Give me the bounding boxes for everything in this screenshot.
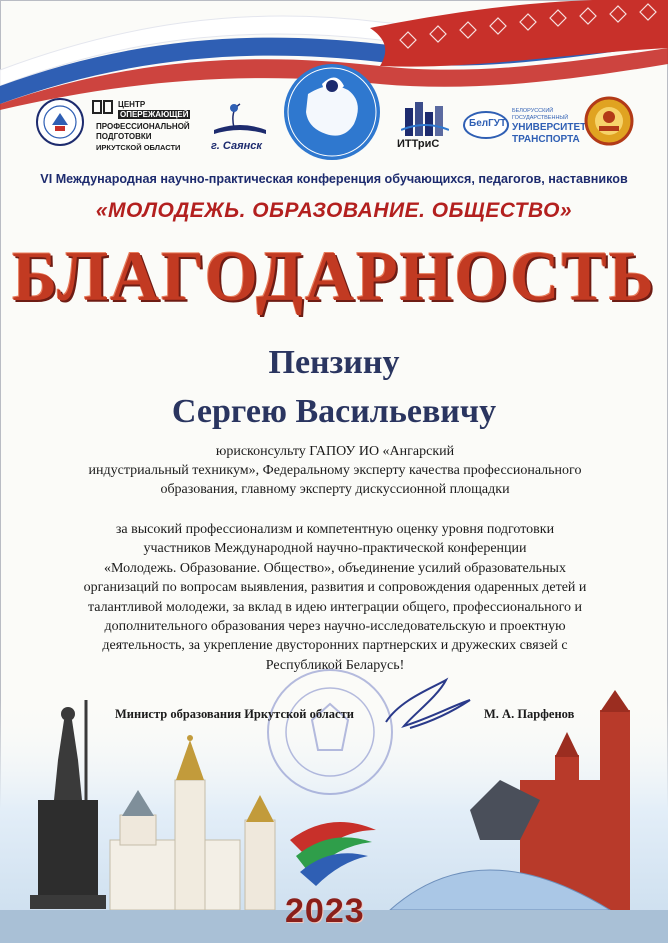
- ittris-logo: [395, 100, 455, 156]
- reason-line: талантливой молодежи, за вклад в идею интеграции общего, профессионального и: [87, 599, 583, 615]
- reason-line: участников Международной научно-практической конференции: [143, 541, 527, 557]
- gratitude-reason: [70, 520, 600, 675]
- certificate-title: БЛАГОДАРНОСТЬ: [12, 236, 656, 316]
- copp-line-5: ИРКУТСКОЙ ОБЛАСТИ: [96, 143, 181, 152]
- role-line: образования, главному эксперту дискуссионной площадки: [160, 482, 510, 497]
- event-year: 2023: [285, 892, 365, 930]
- copp-line-3: ПРОФЕССИОНАЛЬНОЙ: [96, 122, 190, 131]
- univ-line-2: ГОСУДАРСТВЕННЫЙ: [512, 115, 569, 121]
- open-book-icon: [210, 100, 270, 138]
- reason-line: Республикой Беларусь!: [265, 657, 405, 673]
- copp-line-4: ПОДГОТОВКИ: [96, 132, 152, 141]
- college-seal-icon: [35, 97, 85, 147]
- reason-line: деятельность, за укрепление двусторонних партнерских и дружеских связей с: [102, 638, 568, 654]
- conference-line: VI Международная научно-практическая конференция обучающихся, педагогов, наставников: [40, 172, 628, 186]
- ittris-label: ИТТриС: [397, 138, 440, 150]
- copp-logo: [92, 100, 197, 154]
- conference-name: «МОЛОДЕЖЬ. ОБРАЗОВАНИЕ. ОБЩЕСТВО»: [95, 199, 573, 222]
- logos-row: [0, 62, 668, 162]
- reason-line: дополнительного образования через научно-исследовательскую и проектную: [104, 619, 566, 635]
- reason-line: организаций по вопросам выявления, развития и сопровождения одаренных детей и: [83, 580, 587, 596]
- reason-line: «Молодежь. Образование. Общество», объединение усилий образовательных: [104, 560, 566, 576]
- role-line: индустриальный техникум», Федеральному эксперту качества профессионального: [88, 463, 582, 478]
- signature-name: М. А. Парфенов: [484, 707, 575, 721]
- role-line: юрисконсульту ГАПОУ ИО «Ангарский: [215, 444, 455, 459]
- reason-line: за высокий профессионализм и компетентную оценку уровня подготовки: [115, 522, 555, 537]
- univ-line-3: УНИВЕРСИТЕТ: [512, 122, 587, 133]
- recipient-role: [88, 442, 582, 499]
- university-logo: [512, 108, 587, 148]
- recipient-surname: Пензину: [268, 344, 400, 381]
- recipient-given-names: Сергею Васильевичу: [171, 393, 497, 430]
- gold-seal-icon: [584, 96, 634, 146]
- copp-line-1: ЦЕНТР: [118, 100, 146, 109]
- copp-mark-icon: [92, 100, 114, 114]
- belgut-logo: [463, 110, 509, 140]
- univ-line-4: ТРАНСПОРТА: [512, 134, 580, 145]
- belgut-label: БелГУТ: [469, 118, 507, 129]
- sayansk-label: г. Саянск: [211, 140, 262, 152]
- signature-position: Министр образования Иркутской области: [115, 707, 354, 721]
- copp-line-2: ОПЕРЕЖАЮЩЕЙ: [120, 110, 189, 119]
- sayansk-logo: [205, 100, 275, 160]
- ministry-emblem-icon: [278, 62, 386, 162]
- univ-line-1: БЕЛОРУССКИЙ: [512, 108, 554, 114]
- ministry-emblem-text: [296, 62, 297, 63]
- city-skyline-icon: [401, 100, 449, 136]
